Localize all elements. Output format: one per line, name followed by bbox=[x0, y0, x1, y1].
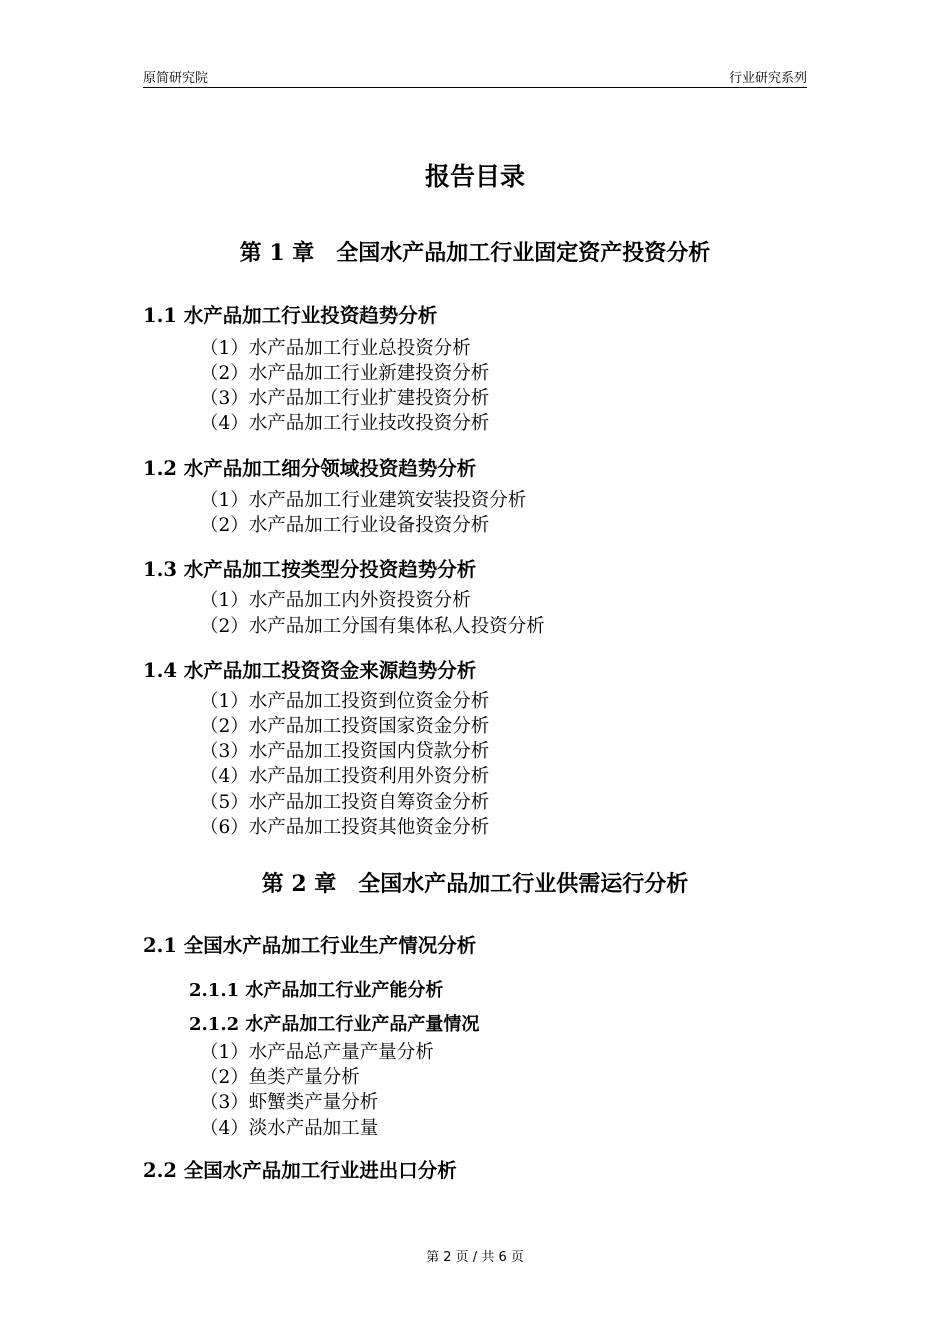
toc-item: （5）水产品加工投资自筹资金分析 bbox=[200, 792, 490, 813]
section-1-3-heading: 1.3 水产品加工按类型分投资趋势分析 bbox=[143, 558, 477, 581]
toc-item: （1）水产品加工内外资投资分析 bbox=[200, 590, 471, 611]
toc-item: （1）水产品加工投资到位资金分析 bbox=[200, 691, 490, 712]
toc-item: （2）鱼类产量分析 bbox=[200, 1067, 360, 1088]
section-1-4-heading: 1.4 水产品加工投资资金来源趋势分析 bbox=[143, 659, 477, 682]
toc-item: （6）水产品加工投资其他资金分析 bbox=[200, 817, 490, 838]
toc-item: （3）水产品加工投资国内贷款分析 bbox=[200, 741, 490, 762]
subsection-2-1-1-heading: 2.1.1 水产品加工行业产能分析 bbox=[189, 980, 444, 1001]
toc-item: （3）水产品加工行业扩建投资分析 bbox=[200, 388, 490, 409]
section-1-1-heading: 1.1 水产品加工行业投资趋势分析 bbox=[143, 304, 438, 327]
section-2-1-heading: 2.1 全国水产品加工行业生产情况分析 bbox=[143, 934, 477, 957]
header-left: 原简研究院 bbox=[143, 71, 209, 86]
toc-item: （4）水产品加工投资利用外资分析 bbox=[200, 766, 490, 787]
toc-item: （2）水产品加工行业新建投资分析 bbox=[200, 363, 490, 384]
page-number: 第 2 页 / 共 6 页 bbox=[426, 1250, 524, 1265]
page-title: 报告目录 bbox=[424, 162, 525, 191]
section-2-2-heading: 2.2 全国水产品加工行业进出口分析 bbox=[143, 1159, 457, 1182]
toc-item: （1）水产品总产量产量分析 bbox=[200, 1042, 434, 1063]
toc-item: （2）水产品加工行业设备投资分析 bbox=[200, 515, 490, 536]
toc-item: （1）水产品加工行业建筑安装投资分析 bbox=[200, 490, 527, 511]
toc-item: （2）水产品加工投资国家资金分析 bbox=[200, 716, 490, 737]
chapter-2-heading: 第 2 章 全国水产品加工行业供需运行分析 bbox=[261, 871, 689, 897]
toc-item: （1）水产品加工行业总投资分析 bbox=[200, 338, 471, 359]
chapter-1-heading: 第 1 章 全国水产品加工行业固定资产投资分析 bbox=[239, 240, 711, 266]
toc-item: （2）水产品加工分国有集体私人投资分析 bbox=[200, 616, 545, 637]
toc-item: （3）虾蟹类产量分析 bbox=[200, 1092, 379, 1113]
subsection-2-1-2-heading: 2.1.2 水产品加工行业产品产量情况 bbox=[189, 1014, 480, 1035]
header-right: 行业研究系列 bbox=[728, 71, 807, 86]
toc-item: （4）淡水产品加工量 bbox=[200, 1118, 379, 1139]
toc-item: （4）水产品加工行业技改投资分析 bbox=[200, 413, 490, 434]
section-1-2-heading: 1.2 水产品加工细分领域投资趋势分析 bbox=[143, 457, 477, 480]
header-divider bbox=[143, 87, 807, 88]
